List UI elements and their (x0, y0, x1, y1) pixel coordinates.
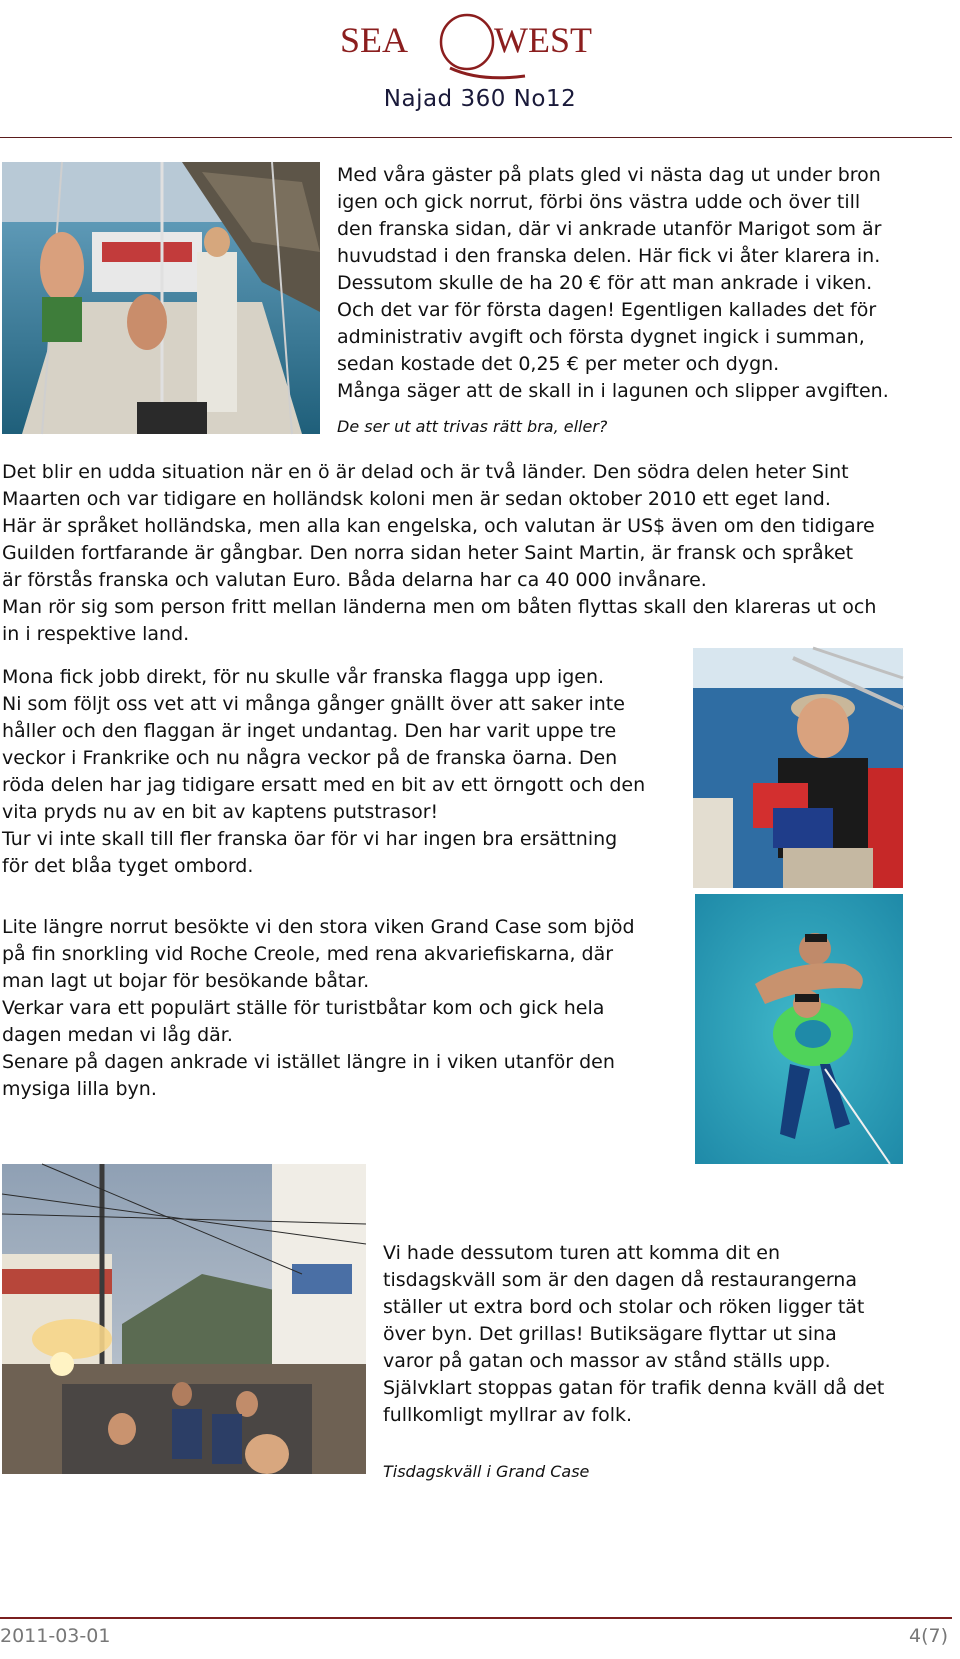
footer-divider (0, 1617, 952, 1619)
header-divider (0, 137, 952, 138)
paragraph-marigot: Med våra gäster på plats gled vi nästa dag ut under bron igen och gick norrut, förbi öns västra udde och över till den franska sidan, där vi ankrade utanför Marigot som är huvudstad i den franska delen. Här fick vi åter klarera in. Dessutom skulle de ha 20 € för att man ankrade i viken. Och det var för första dagen! Egentligen kallades det för administrativ avgift och första dygnet ingick i summan, sedan kostade det 0,25 € per meter och dygn. Många säger att de skall in i lagunen och slipper avgiften. (337, 164, 889, 402)
photo-mona-with-flag (693, 648, 903, 888)
photo-guests-on-deck (2, 162, 320, 434)
paragraph-french-flag: Mona fick jobb direkt, för nu skulle vår franska flagga upp igen. Ni som följt oss vet att vi många gånger gnällt över att saker inte håller och den flaggan är inget undantag. Den har varit uppe tre veckor i Frankrike och nu några veckor på de franska öarna. Den röda delen har jag tidigare ersatt med en bit av ett örngott och den vita pryds nu av en bit av kaptens putstrasor! Tur vi inte skall till fler franska öar för vi har ingen bra ersättning för det blåa tyget ombord. (2, 666, 646, 877)
caption-grand-case: Tisdagskväll i Grand Case (383, 1462, 590, 1481)
paragraph-divided-island: Det blir en udda situation när en ö är delad och är två länder. Den södra delen heter Sint Maarten och var tidigare en holländsk koloni men är sedan oktober 2010 ett eget land. Här är språket holländska, men alla kan engelska, och valutan är US$ även om den tidigare Guilden fortfarande är gångbar. Den norra sidan heter Saint Martin, är fransk och språket är förstås franska och valutan Euro. Båda delarna har ca 40 000 invånare. Man rör sig som person fritt mellan länderna men om båten flyttas skall den klareras ut och in i respektive land. (2, 461, 877, 645)
paragraph-grand-case-snorkeling: Lite längre norrut besökte vi den stora viken Grand Case som bjöd på fin snorkling vid Roche Creole, med rena akvariefiskarna, där man lagt ut bojar för besökande båtar. Verkar vara ett populärt ställe för turistbåtar kom och gick hela dagen medan vi låg där. Senare på dagen ankrade vi istället längre in i viken utanför den mysiga lilla byn. (2, 916, 635, 1100)
svg-text:SEA: SEA (340, 20, 409, 60)
svg-text:WEST: WEST (494, 20, 592, 60)
document-title: Najad 360 No12 (383, 86, 577, 112)
photo-grand-case-street (2, 1164, 366, 1474)
paragraph-tuesday-evening: Vi hade dessutom turen att komma dit en tisdagskväll som är den dagen då restaurangerna ställer ut extra bord och stolar och röken ligger tät över byn. Det grillas! Butiksägare flyttar ut sina varor på gatan och massor av stånd ställs upp. Självklart stoppas gatan för trafik denna kväll då det fullkomligt myllrar av folk. (383, 1242, 885, 1426)
photo-snorkeling (695, 894, 903, 1164)
seaqwest-logo (340, 6, 610, 86)
page-number: 4(7) (908, 1625, 948, 1647)
caption-guests: De ser ut att trivas rätt bra, eller? (337, 417, 608, 436)
footer-date: 2011-03-01 (0, 1625, 111, 1647)
